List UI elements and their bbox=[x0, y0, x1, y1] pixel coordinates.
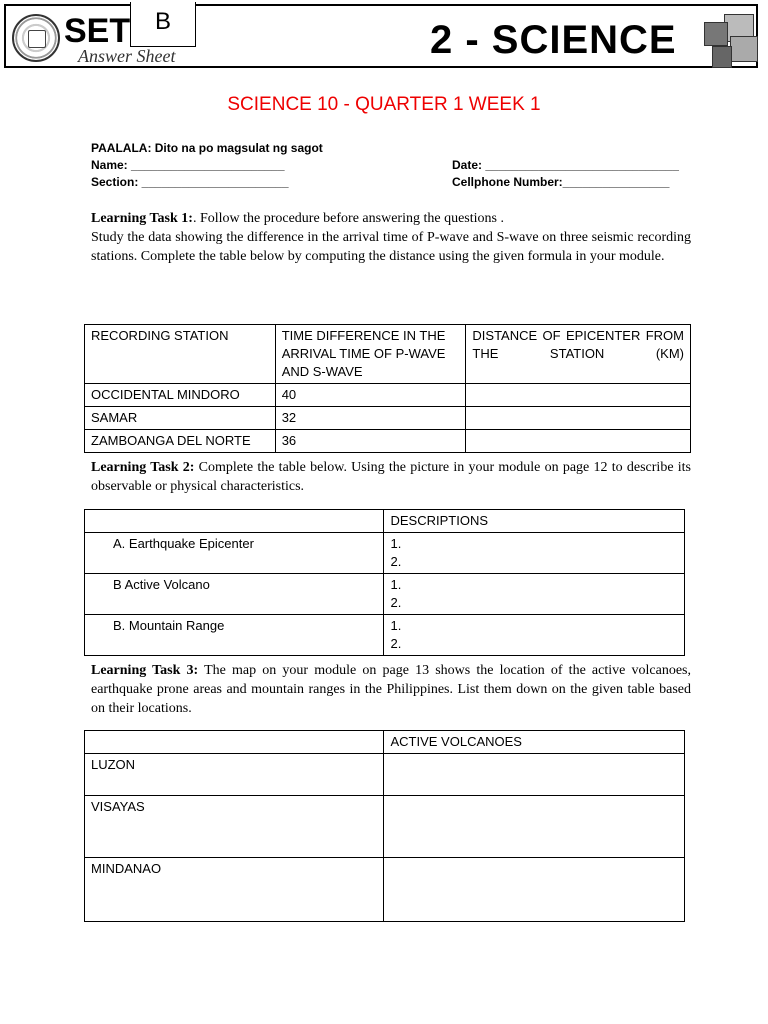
answer-sheet-label: Answer Sheet bbox=[78, 46, 176, 66]
table-row bbox=[85, 858, 685, 922]
distance-answer-cell[interactable] bbox=[466, 384, 691, 407]
table-descriptions bbox=[84, 509, 685, 656]
volcano-answer-cell[interactable] bbox=[384, 858, 685, 922]
table-volcano-locations bbox=[84, 730, 685, 922]
header-cell: ACTIVE VOLCANOES bbox=[384, 731, 685, 754]
name-field[interactable]: Name: _______________________ bbox=[91, 158, 285, 172]
item-cell: B. Mountain Range bbox=[85, 615, 384, 656]
header-cell: DESCRIPTIONS bbox=[384, 510, 685, 533]
table-header-row bbox=[85, 731, 685, 754]
task2-label: Learning Task 2: bbox=[91, 460, 195, 475]
date-field[interactable]: Date: _____________________________ bbox=[452, 158, 679, 172]
task1-label: Learning Task 1: bbox=[91, 211, 193, 226]
table-row bbox=[85, 574, 685, 615]
table-seismic-stations bbox=[84, 324, 691, 453]
header-banner bbox=[4, 4, 758, 68]
header-cell bbox=[85, 510, 384, 533]
task1-text: Study the data showing the difference in the arrival time of P-wave and S-wave on three seismic recording stations. Complete the table below by computing the distance using the given formula in your module. bbox=[91, 230, 691, 264]
cellphone-field[interactable]: Cellphone Number:________________ bbox=[452, 175, 670, 189]
school-seal-logo bbox=[12, 14, 60, 62]
description-answer-cell[interactable]: 1. 2. bbox=[384, 615, 685, 656]
item-cell: B Active Volcano bbox=[85, 574, 384, 615]
item-cell: A. Earthquake Epicenter bbox=[85, 533, 384, 574]
set-letter-box: B bbox=[130, 2, 196, 47]
table-row bbox=[85, 430, 691, 453]
header-cell: DISTANCE OF EPICENTER FROM THE STATION (KM) bbox=[466, 325, 691, 384]
region-cell: VISAYAS bbox=[85, 796, 384, 858]
distance-answer-cell[interactable] bbox=[466, 407, 691, 430]
table-row bbox=[85, 615, 685, 656]
table-row bbox=[85, 407, 691, 430]
learning-task-3 bbox=[91, 661, 691, 718]
time-cell: 40 bbox=[275, 384, 466, 407]
learning-task-2 bbox=[91, 458, 691, 496]
time-cell: 36 bbox=[275, 430, 466, 453]
header-cell bbox=[85, 731, 384, 754]
description-answer-cell[interactable]: 1. 2. bbox=[384, 574, 685, 615]
task3-text: The map on your module on page 13 shows the location of the active volcanoes, earthquake prone areas and mountain ranges in the Philippines. List them down on the given table based on their locations. bbox=[91, 663, 691, 716]
table-row bbox=[85, 754, 685, 796]
table-row bbox=[85, 384, 691, 407]
station-cell: SAMAR bbox=[85, 407, 276, 430]
table-header-row bbox=[85, 325, 691, 384]
task1-intro: . Follow the procedure before answering the questions . bbox=[192, 211, 504, 226]
description-answer-cell[interactable]: 1. 2. bbox=[384, 533, 685, 574]
header-cell: RECORDING STATION bbox=[85, 325, 276, 384]
squares-icon bbox=[704, 14, 758, 66]
table-row bbox=[85, 533, 685, 574]
table-row bbox=[85, 796, 685, 858]
set-label: SET bbox=[64, 12, 131, 50]
subject-title: 2 - SCIENCE bbox=[430, 18, 677, 62]
paalala-note: PAALALA: Dito na po magsulat ng sagot bbox=[91, 141, 323, 155]
task2-text: Complete the table below. Using the picture in your module on page 12 to describe its observable or physical characteristics. bbox=[91, 460, 691, 494]
volcano-answer-cell[interactable] bbox=[384, 796, 685, 858]
learning-task-1 bbox=[91, 209, 691, 266]
page-title: SCIENCE 10 - QUARTER 1 WEEK 1 bbox=[227, 94, 541, 115]
volcano-answer-cell[interactable] bbox=[384, 754, 685, 796]
task3-label: Learning Task 3: bbox=[91, 663, 199, 678]
region-cell: MINDANAO bbox=[85, 858, 384, 922]
station-cell: OCCIDENTAL MINDORO bbox=[85, 384, 276, 407]
station-cell: ZAMBOANGA DEL NORTE bbox=[85, 430, 276, 453]
section-field[interactable]: Section: ______________________ bbox=[91, 175, 289, 189]
time-cell: 32 bbox=[275, 407, 466, 430]
region-cell: LUZON bbox=[85, 754, 384, 796]
table-header-row bbox=[85, 510, 685, 533]
distance-answer-cell[interactable] bbox=[466, 430, 691, 453]
header-cell: TIME DIFFERENCE IN THE ARRIVAL TIME OF P-WAVE AND S-WAVE bbox=[275, 325, 466, 384]
